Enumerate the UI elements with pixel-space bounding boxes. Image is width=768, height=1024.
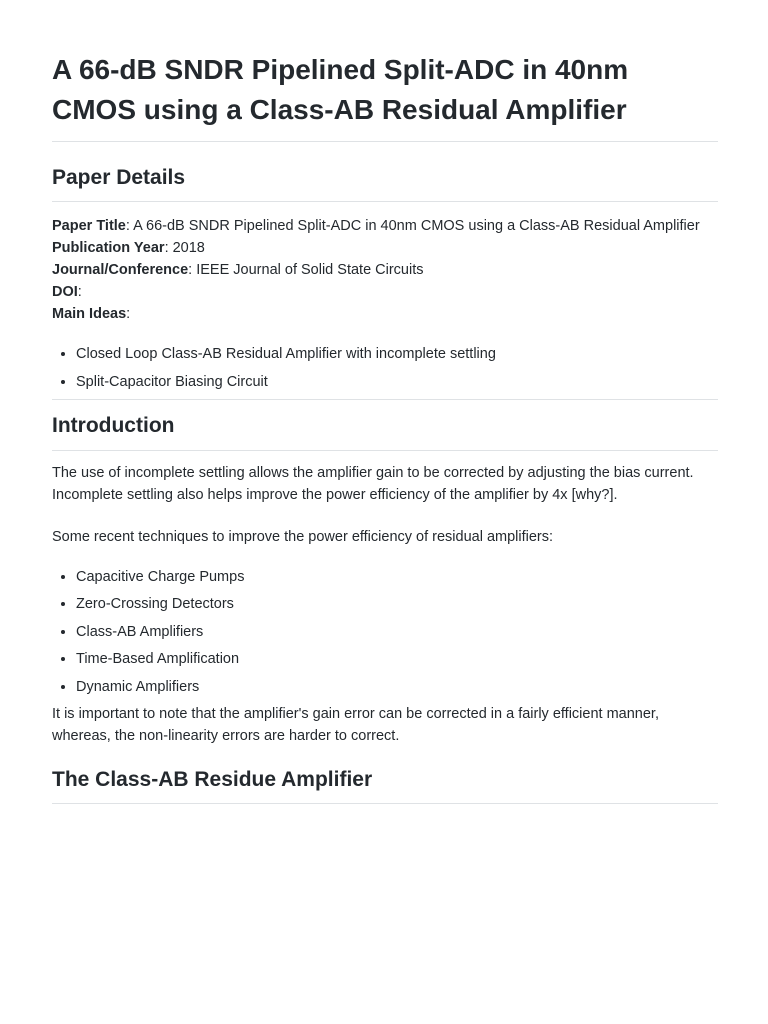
list-item: • Closed Loop Class-AB Residual Amplifier with incomplete settling <box>76 343 718 365</box>
field-value: : <box>77 284 82 300</box>
intro-paragraph: The use of incomplete settling allows the amplifier gain to be corrected by adjusting the bias current. Incomplete settling also helps improve the power efficiency of the amplifier by 4x [why?]. <box>52 464 694 503</box>
paper-details-divider <box>52 201 718 202</box>
field-label: Main Ideas <box>52 306 127 322</box>
section-divider <box>52 399 718 400</box>
paper-details-fields <box>52 215 718 325</box>
field-doi <box>52 281 718 303</box>
list-item: • Split-Capacitor Biasing Circuit <box>76 371 718 393</box>
field-value: : A 66-dB SNDR Pipelined Split-ADC in 40nm CMOS using a Class-AB Residual Amplifier <box>125 218 700 234</box>
section-heading-paper-details: Paper Details <box>52 166 186 189</box>
main-ideas-list <box>52 343 718 393</box>
field-paper-title <box>52 215 718 237</box>
techniques-list <box>52 566 718 698</box>
field-label: Paper Title <box>52 218 126 234</box>
section-heading-introduction: Introduction <box>52 413 175 437</box>
page-title: A 66-dB SNDR Pipelined Split-ADC in 40nm CMOS using a Class-AB Residual Amplifier <box>52 54 629 125</box>
field-label: Journal/Conference <box>52 262 189 278</box>
field-value: : 2018 <box>164 240 205 256</box>
field-journal <box>52 259 718 281</box>
introduction-divider <box>52 450 718 451</box>
list-item: • Capacitive Charge Pumps <box>76 566 718 588</box>
field-main-ideas <box>52 303 718 325</box>
list-item: • Class-AB Amplifiers <box>76 621 718 643</box>
section-heading-class-ab: The Class-AB Residue Amplifier <box>52 768 373 791</box>
list-item: • Zero-Crossing Detectors <box>76 593 718 615</box>
field-label: DOI <box>52 284 78 300</box>
field-value: : IEEE Journal of Solid State Circuits <box>188 262 424 278</box>
intro-paragraph: Some recent techniques to improve the power efficiency of residual amplifiers: <box>52 528 554 545</box>
document-content <box>52 0 718 804</box>
list-item: • Time-Based Amplification <box>76 648 718 670</box>
field-value: : <box>126 306 131 322</box>
field-publication-year <box>52 237 718 259</box>
field-label: Publication Year <box>52 240 165 256</box>
list-item: • Dynamic Amplifiers <box>76 676 718 698</box>
intro-paragraph: It is important to note that the amplifier's gain error can be corrected in a fairly efficient manner, whereas, the non-linearity errors are harder to correct. <box>52 706 659 744</box>
class-ab-divider <box>52 803 718 804</box>
title-divider <box>52 141 718 142</box>
